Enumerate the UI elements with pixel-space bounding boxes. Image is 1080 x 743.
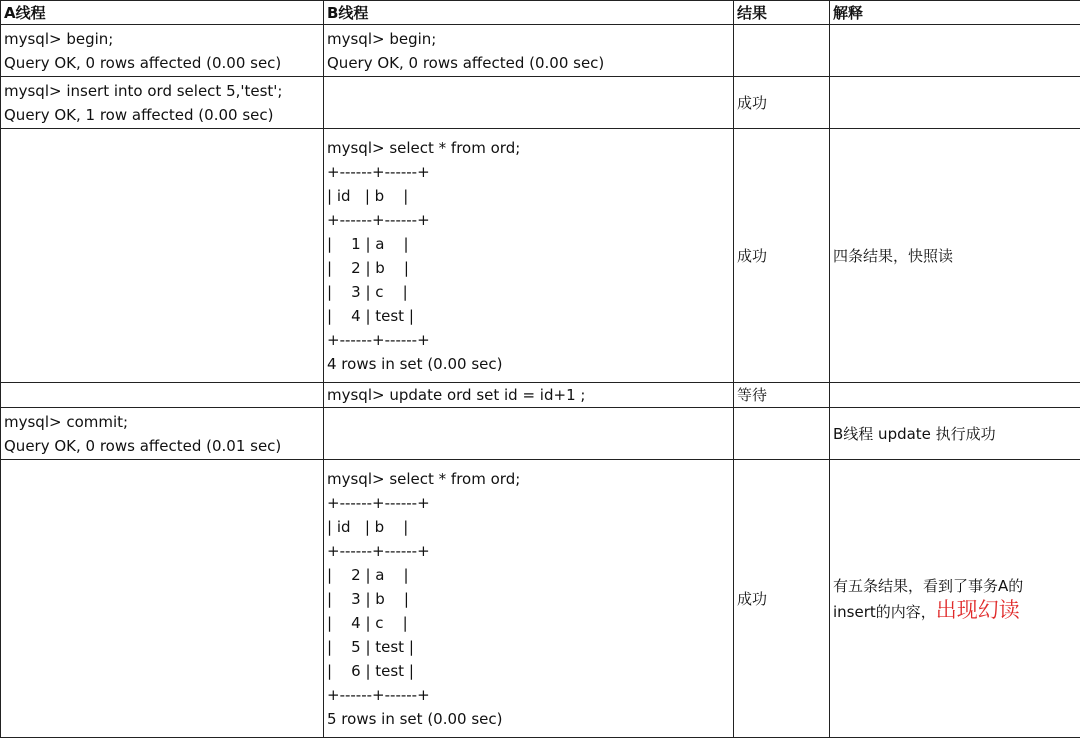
code-line: | 2 | a | <box>327 565 409 584</box>
code-line: 5 rows in set (0.00 sec) <box>327 709 503 728</box>
code-line: | 4 | test | <box>327 306 414 325</box>
table-row <box>1 25 1080 77</box>
cell-explain <box>830 77 1080 129</box>
header-row <box>1 1 1080 25</box>
code-line: Query OK, 0 rows affected (0.01 sec) <box>4 436 282 455</box>
code-line: Query OK, 1 row affected (0.00 sec) <box>4 105 274 124</box>
explain-line: insert的内容， <box>833 602 936 621</box>
code-line: mysql> insert into ord select 5,'test'; <box>4 81 283 100</box>
code-line: | 3 | c | <box>327 282 408 301</box>
table-row <box>1 460 1080 738</box>
code-line: | id | b | <box>327 186 409 205</box>
code-line: Query OK, 0 rows affected (0.00 sec) <box>327 53 605 72</box>
code-line: | 3 | b | <box>327 589 409 608</box>
code-line: +------+------+ <box>327 162 430 181</box>
cell-b <box>324 129 734 383</box>
cell-result: 成功 <box>734 129 830 383</box>
code-line: mysql> begin; <box>327 29 437 48</box>
explain-line: 有五条结果，看到了事务A的 <box>833 576 1024 595</box>
cell-explain: B线程 update 执行成功 <box>830 408 1080 460</box>
header-result: 结果 <box>734 1 830 25</box>
cell-result <box>734 25 830 77</box>
code-line: mysql> begin; <box>4 29 114 48</box>
cell-b <box>324 77 734 129</box>
code-line: +------+------+ <box>327 330 430 349</box>
cell-b <box>324 25 734 77</box>
cell-result: 等待 <box>734 383 830 408</box>
code-line: +------+------+ <box>327 541 430 560</box>
cell-a <box>1 25 324 77</box>
header-b-thread: B线程 <box>324 1 734 25</box>
code-line: +------+------+ <box>327 493 430 512</box>
code-line: +------+------+ <box>327 210 430 229</box>
cell-result: 成功 <box>734 460 830 738</box>
cell-a <box>1 460 324 738</box>
cell-a <box>1 129 324 383</box>
code-line: +------+------+ <box>327 685 430 704</box>
cell-a <box>1 383 324 408</box>
cell-b <box>324 460 734 738</box>
code-line: | 2 | b | <box>327 258 409 277</box>
cell-b <box>324 383 734 408</box>
cell-result: 成功 <box>734 77 830 129</box>
code-line: | 4 | c | <box>327 613 408 632</box>
code-line: | 1 | a | <box>327 234 409 253</box>
phantom-read-highlight: 出现幻读 <box>935 597 1020 622</box>
code-line: | 5 | test | <box>327 637 414 656</box>
cell-explain: 四条结果，快照读 <box>830 129 1080 383</box>
cell-explain <box>830 460 1080 738</box>
code-line: mysql> select * from ord; <box>327 138 521 157</box>
cell-b <box>324 408 734 460</box>
cell-a <box>1 77 324 129</box>
code-line: | id | b | <box>327 517 409 536</box>
table-row <box>1 77 1080 129</box>
code-line: | 6 | test | <box>327 661 414 680</box>
code-line: 4 rows in set (0.00 sec) <box>327 354 503 373</box>
cell-explain <box>830 383 1080 408</box>
header-explain: 解释 <box>830 1 1080 25</box>
cell-a <box>1 408 324 460</box>
table-row <box>1 383 1080 408</box>
cell-explain <box>830 25 1080 77</box>
code-line: Query OK, 0 rows affected (0.00 sec) <box>4 53 282 72</box>
code-line: mysql> update ord set id = id+1 ; <box>327 386 586 404</box>
header-a-thread: A线程 <box>1 1 324 25</box>
code-line: mysql> select * from ord; <box>327 469 521 488</box>
table-row <box>1 408 1080 460</box>
cell-result <box>734 408 830 460</box>
table-row <box>1 129 1080 383</box>
code-line: mysql> commit; <box>4 412 129 431</box>
